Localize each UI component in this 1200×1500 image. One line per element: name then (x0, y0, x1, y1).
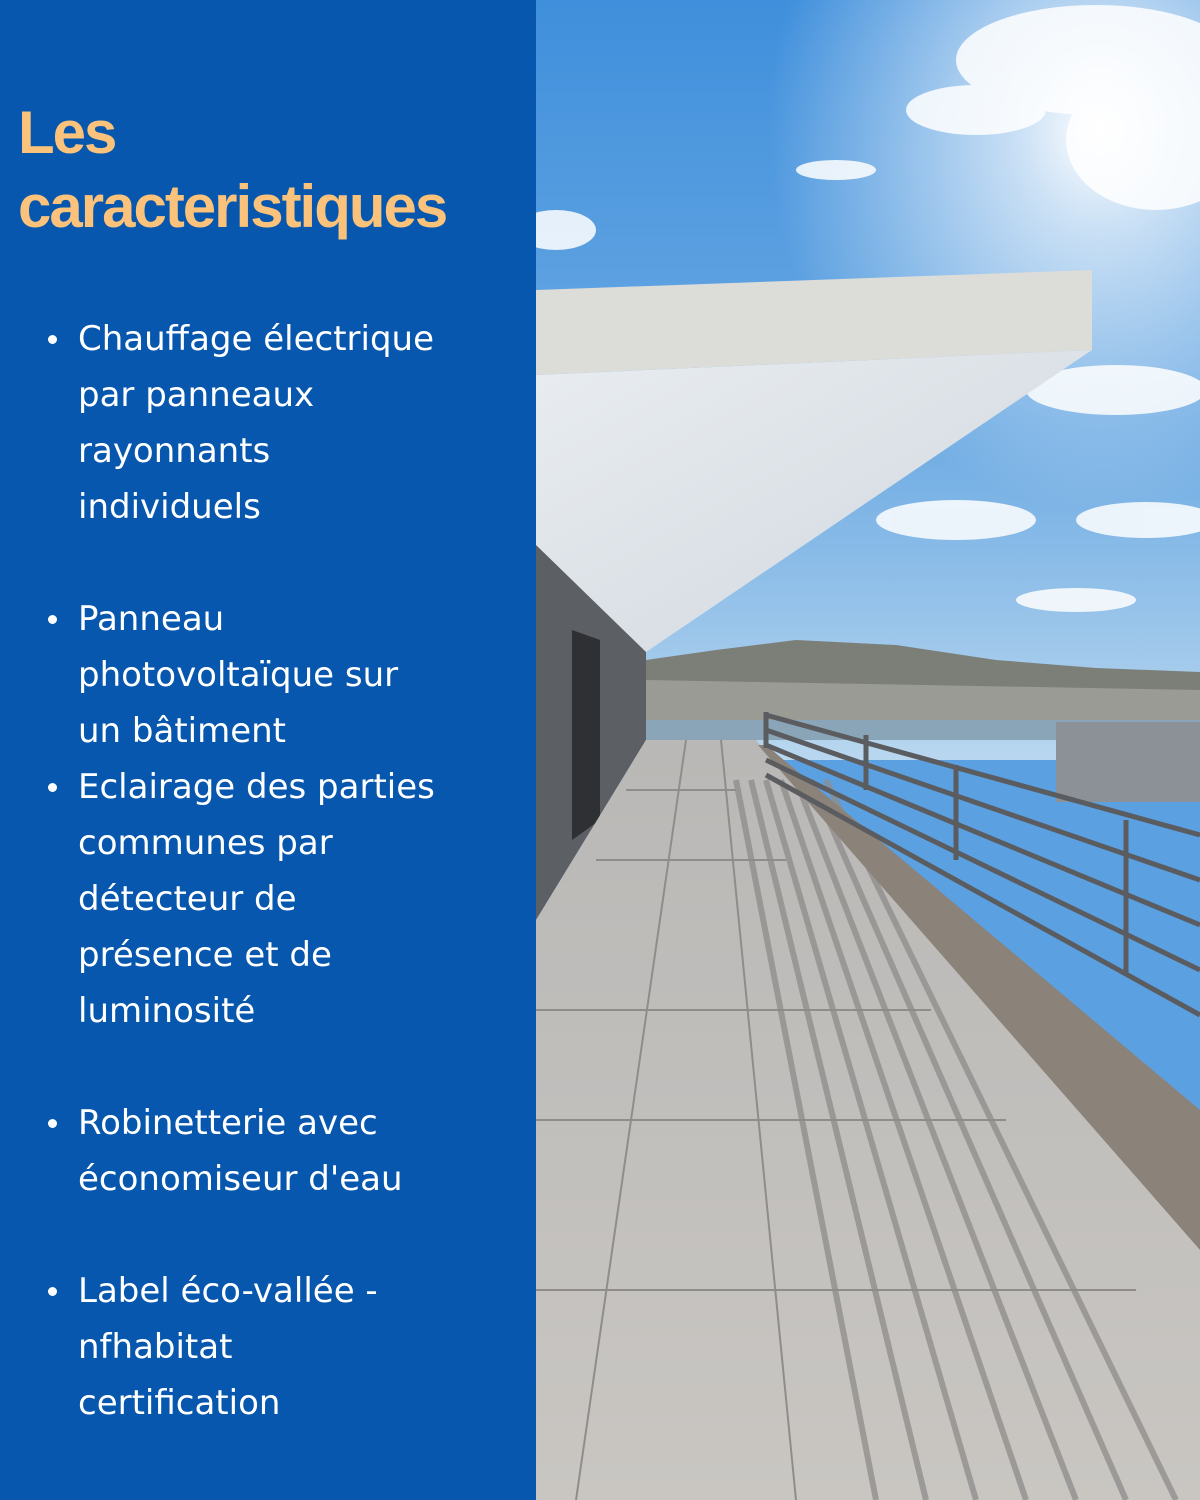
feature-item-photovoltaic (78, 591, 528, 759)
feature-line: nfhabitat (78, 1327, 233, 1367)
feature-line: détecteur de (78, 879, 297, 919)
feature-line: présence et de (78, 935, 332, 975)
feature-line: économiseur d'eau (78, 1159, 403, 1199)
feature-line: Label éco-vallée - (78, 1271, 378, 1311)
feature-line: Eclairage des parties (78, 767, 435, 807)
title-line-1: Les (18, 99, 116, 166)
bullet-icon (48, 335, 57, 344)
bullet-icon (48, 783, 57, 792)
feature-line: un bâtiment (78, 711, 287, 751)
feature-line: certification (78, 1383, 281, 1423)
feature-line: Robinetterie avec (78, 1103, 378, 1143)
feature-item-faucets (78, 1095, 528, 1207)
window (572, 630, 600, 840)
feature-line: Chauffage électrique (78, 319, 435, 359)
feature-item-lighting (78, 759, 528, 1039)
bullet-icon (48, 615, 57, 624)
neighbour-building (1056, 722, 1200, 802)
feature-line: photovoltaïque sur (78, 655, 399, 695)
feature-line: Panneau (78, 599, 225, 639)
terrace-photo (536, 0, 1200, 1500)
feature-item-heating (78, 311, 528, 535)
title-line-2: caracteristiques (18, 173, 447, 240)
feature-line: par panneaux (78, 375, 315, 415)
feature-list (0, 0, 536, 1500)
feature-line: luminosité (78, 991, 256, 1031)
bullet-icon (48, 1119, 57, 1128)
feature-line: individuels (78, 487, 261, 527)
feature-item-label (78, 1263, 528, 1431)
info-panel (0, 0, 536, 1500)
bullet-icon (48, 1287, 57, 1296)
terrace-illustration (536, 0, 1200, 1500)
feature-line: communes par (78, 823, 333, 863)
feature-line: rayonnants (78, 431, 271, 471)
